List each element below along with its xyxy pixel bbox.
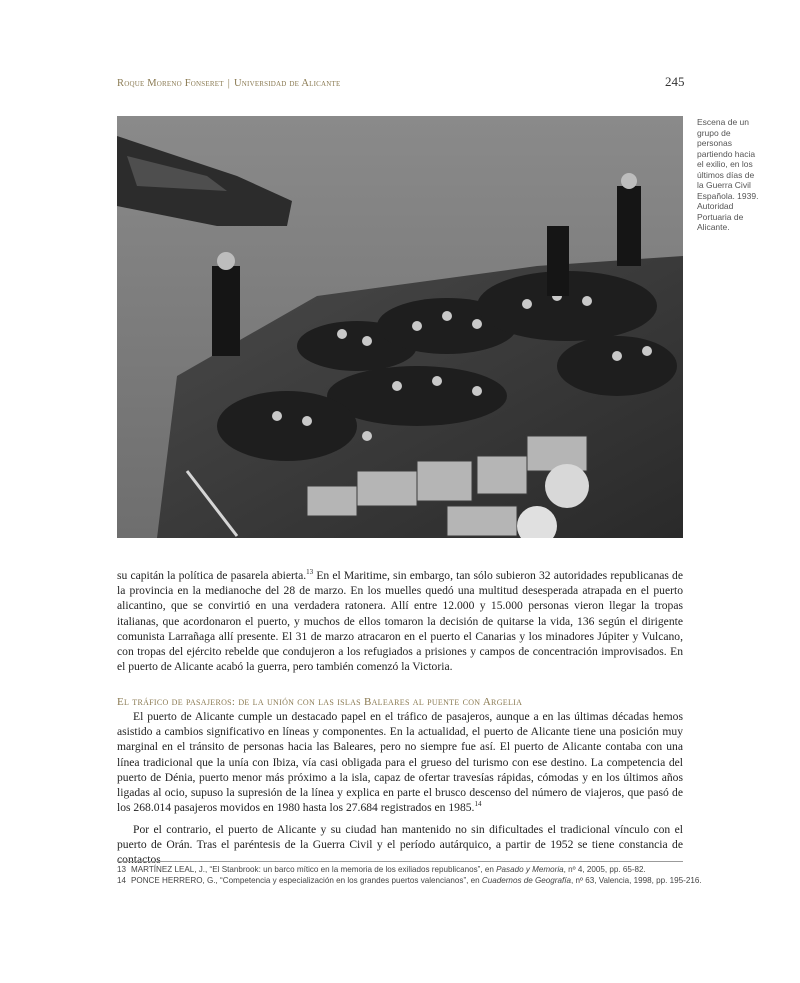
footnote-divider	[117, 861, 683, 862]
footnote-journal: Cuadernos de Geografía	[481, 876, 571, 885]
footnote-text: MARTÍNEZ LEAL, J., “El Stanbrook: un barco mítico en la memoria de los exiliados republicanos”, en	[131, 865, 497, 874]
paragraph-2	[117, 709, 683, 815]
paragraph-1	[117, 568, 683, 674]
paragraph-3-text: Por el contrario, el puerto de Alicante y su ciudad han mantenido no sin dificultades el tradicional vínculo con el puerto de Orán. Tras el paréntesis de la Guerra Civil y el período autárquico, a partir de 1952 se tiene constancia de contactos	[117, 823, 683, 867]
footnote-tail: , nº 4, 2005, pp. 65-82.	[563, 865, 646, 874]
historical-photo	[117, 116, 683, 538]
footnote-14	[117, 875, 702, 886]
footnote-journal: Pasado y Memoria	[496, 865, 564, 874]
section-heading: El tráfico de pasajeros: de la unión con las islas Baleares al puente con Argelia	[117, 696, 523, 708]
header-separator: |	[227, 78, 230, 89]
footnote-number: 14	[117, 876, 127, 885]
footnote-ref-13[interactable]: 13	[306, 568, 314, 577]
footnote-ref-14[interactable]: 14	[474, 800, 482, 809]
paragraph-1-text-b: En el Maritime, sin embargo, tan sólo subieron 32 autoridades republicanas de la provincia en la medianoche del 28 de marzo. En los muelles quedó una multitud desesperada atrapada en el puerto alicantino, que se convirtió en una verdadera ratonera. Allí entre 12.000 y 15.000 personas vieron llegar la tropas italianas, que acordonaron el puerto, y muchos de ellos tomaron la decisión de quitarse la vida, 136 según el dirigente comunista Larrañaga allí presente. El 31 de marzo atracaron en el puerto el Canarias y los minadores Júpiter y Vulcano, con tropas del ejército rebelde que condujeron a los refugiados a prisiones y campos de concentración improvisados. En el puerto de Alicante acabó la guerra, pero también comenzó la Victoria.	[117, 569, 683, 674]
footnote-number: 13	[117, 865, 127, 874]
paragraph-2-text: El puerto de Alicante cumple un destacado papel en el tráfico de pasajeros, aunque a en las últimas décadas hemos asistido a cambios significativo en líneas y componentes. En la actualidad, el puerto de Alicante tiene una posición muy marginal en el tránsito de personas hacia las Baleares, pero no siempre fue así. El puerto de Alicante contaba con una línea tradicional que la unía con Ibiza, vía casi obligada para el grueso del turismo con ese destino. La competencia del puerto de Dénia, puerto menor más próximo a la isla, capaz de ofertar travesías rápidas, cómodas y en los últimos años ligadas al ocio, supuso la supresión de la línea y explica en parte el brusco descenso del número de viajeros, que pasó de los 268.014 pasajeros movidos en 1980 hasta los 27.684 registrados en 1985.	[117, 710, 683, 815]
running-head	[117, 78, 340, 89]
footnote-13	[117, 864, 692, 875]
page-number: 245	[665, 74, 685, 89]
institution-name: Universidad de Alicante	[234, 78, 341, 89]
footnotes	[117, 864, 702, 886]
paragraph-1-text-a: su capitán la política de pasarela abierta.	[117, 569, 307, 582]
footnote-tail: , nº 63, Valencia, 1998, pp. 195-216.	[570, 876, 702, 885]
photo-caption: Escena de un grupo de personas partiendo hacia el exilio, en los últimos días de la Guerra Civil Española. 1939. Autoridad Portuaria de Alicante.	[697, 117, 759, 232]
author-name: Roque Moreno Fonseret	[117, 78, 224, 89]
footnote-text: PONCE HERRERO, G., “Competencia y especialización en los grandes puertos valencianos”, en	[131, 876, 482, 885]
